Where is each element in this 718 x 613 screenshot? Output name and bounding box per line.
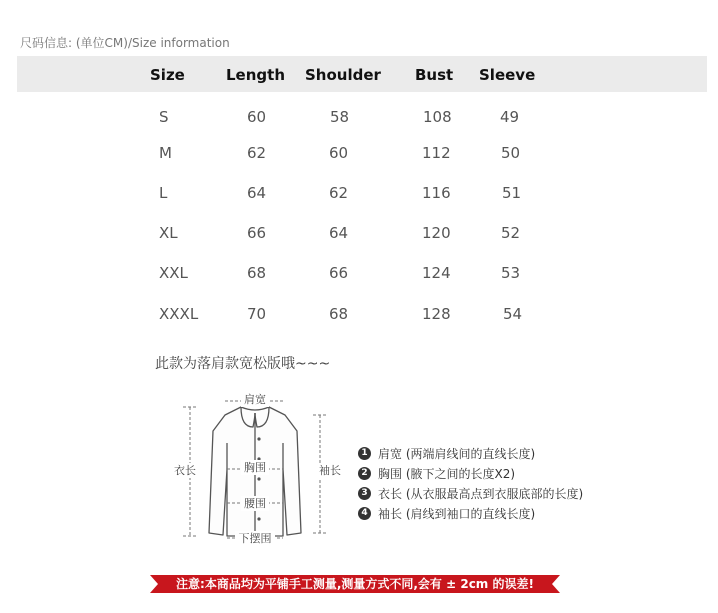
cell-length: 68 [247, 264, 267, 282]
cell-sleeve: 54 [503, 305, 523, 323]
legend-text: 衣长 (从衣服最高点到衣服底部的长度) [378, 486, 584, 501]
cell-bust: 120 [422, 224, 451, 242]
cell-size: XL [159, 224, 178, 242]
legend-item [358, 483, 583, 503]
cell-shoulder: 58 [330, 108, 350, 126]
legend-text: 袖长 (肩线到袖口的直线长度) [378, 506, 536, 521]
number-4-icon: 4 [358, 507, 371, 520]
cell-size: L [159, 184, 168, 202]
cell-size: XXL [159, 264, 188, 282]
legend-item [358, 443, 583, 463]
measurement-legend [358, 443, 583, 523]
cell-size: S [159, 108, 169, 126]
cell-bust: 116 [422, 184, 451, 202]
legend-text: 胸围 (腋下之间的长度X2) [378, 466, 516, 481]
cell-sleeve: 49 [500, 108, 520, 126]
cell-length: 70 [247, 305, 267, 323]
legend-item [358, 503, 583, 523]
cell-shoulder: 68 [329, 305, 349, 323]
cell-size: M [159, 144, 172, 162]
number-2-icon: 2 [358, 467, 371, 480]
size-info-caption: 尺码信息: (单位CM)/Size information [20, 36, 230, 50]
col-header-length: Length [226, 66, 285, 84]
cell-sleeve: 53 [501, 264, 521, 282]
cell-shoulder: 60 [329, 144, 349, 162]
label-length: 衣长 [174, 464, 196, 477]
cell-length: 64 [247, 184, 267, 202]
cell-sleeve: 52 [501, 224, 521, 242]
cell-shoulder: 62 [329, 184, 349, 202]
cell-size: XXXL [159, 305, 199, 323]
col-header-shoulder: Shoulder [305, 66, 381, 84]
label-sleeve: 袖长 [319, 464, 341, 477]
col-header-size: Size [150, 66, 185, 84]
label-waist: 腰围 [244, 497, 266, 510]
cell-bust: 124 [422, 264, 451, 282]
number-1-icon: 1 [358, 447, 371, 460]
cell-bust: 112 [422, 144, 451, 162]
cell-bust: 108 [423, 108, 452, 126]
cell-length: 62 [247, 144, 267, 162]
cell-shoulder: 66 [329, 264, 349, 282]
cell-sleeve: 51 [502, 184, 522, 202]
label-shoulder: 肩宽 [244, 393, 266, 406]
label-hem: 下摆围 [238, 532, 272, 545]
cell-shoulder: 64 [329, 224, 349, 242]
shirt-measurement-diagram [155, 383, 355, 548]
cell-length: 60 [247, 108, 267, 126]
legend-item [358, 463, 583, 483]
measurement-warning-text: 注意:本商品均为平铺手工测量,测量方式不同,会有 ± 2cm 的误差! [176, 577, 534, 591]
loose-fit-note: 此款为落肩款宽松版哦~~~ [155, 356, 331, 372]
cell-length: 66 [247, 224, 267, 242]
cell-sleeve: 50 [501, 144, 521, 162]
col-header-sleeve: Sleeve [479, 66, 536, 84]
legend-text: 肩宽 (两端肩线间的直线长度) [378, 446, 536, 461]
label-chest: 胸围 [244, 461, 266, 474]
col-header-bust: Bust [415, 66, 454, 84]
cell-bust: 128 [422, 305, 451, 323]
number-3-icon: 3 [358, 487, 371, 500]
